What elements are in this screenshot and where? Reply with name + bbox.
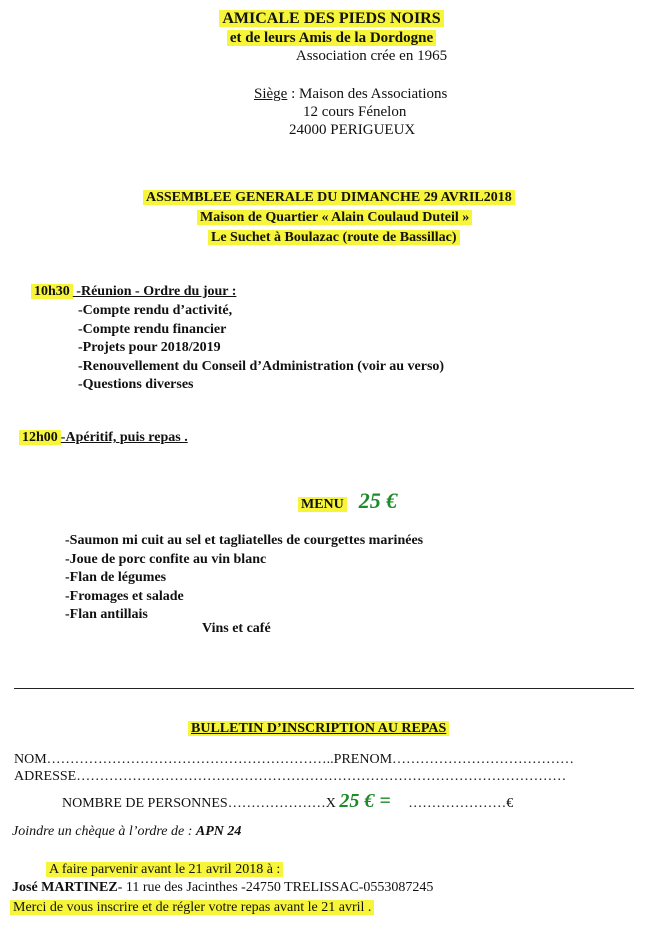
agenda-item: -Compte rendu financier xyxy=(78,321,227,337)
association-founded: Association crée en 1965 xyxy=(295,48,448,64)
assembly-place: Maison de Quartier « Alain Coulaud Duteil » xyxy=(197,210,472,226)
agenda-heading: 10h30 -Réunion - Ordre du jour : xyxy=(31,284,236,300)
address-city: 24000 PERIGUEUX xyxy=(289,122,416,138)
name-field[interactable]: NOM……………………………………………………..PRENOM………………………………… xyxy=(14,752,575,767)
menu-item: -Flan de légumes xyxy=(65,570,167,585)
agenda-item: -Projets pour 2018/2019 xyxy=(78,340,221,355)
agenda-item: -Renouvellement du Conseil d’Administration (voir au verso) xyxy=(78,358,445,374)
menu-item: -Fromages et salade xyxy=(65,588,184,604)
persons-price: 25 € = xyxy=(339,790,391,812)
assembly-location: Le Suchet à Boulazac (route de Bassillac) xyxy=(208,230,460,246)
menu-label: MENU xyxy=(298,497,347,512)
association-subtitle: et de leurs Amis de la Dordogne xyxy=(0,30,663,47)
cheque-line: Joindre un chèque à l’ordre de : APN 24 xyxy=(12,824,242,839)
agenda-time: 10h30 xyxy=(31,284,73,299)
send-before: A faire parvenir avant le 21 avril 2018 à : xyxy=(46,862,283,878)
siege-label: Siège xyxy=(254,86,288,102)
association-name: AMICALE DES PIEDS NOIRS xyxy=(0,10,663,28)
persons-label: NOMBRE DE PERSONNES…………………X xyxy=(62,796,336,811)
menu-item: -Saumon mi cuit au sel et tagliatelles de courgettes marinées xyxy=(65,533,424,548)
persons-total: …………………€ xyxy=(408,796,514,811)
menu-price: 25 € xyxy=(358,488,398,513)
separator-line xyxy=(14,688,634,689)
menu-list xyxy=(65,532,423,625)
menu-item: -Flan antillais xyxy=(65,607,148,622)
contact-details: - 11 rue des Jacinthes -24750 TRELISSAC-0553087245 xyxy=(117,880,434,895)
menu-heading xyxy=(298,488,397,514)
agenda-list xyxy=(78,302,444,395)
agenda-item: -Questions diverses xyxy=(78,377,194,392)
assembly-title: ASSEMBLEE GENERALE DU DIMANCHE 29 AVRIL2018 xyxy=(143,190,515,206)
footer-note: Merci de vous inscrire et de régler votre repas avant le 21 avril . xyxy=(10,900,374,916)
agenda-item: -Compte rendu d’activité, xyxy=(78,303,233,318)
address-field[interactable]: ADRESSE…………………………………………………………………………………………… xyxy=(14,769,567,784)
contact-line xyxy=(12,880,433,896)
address-street: 12 cours Fénelon xyxy=(303,104,407,120)
contact-name: José MARTINEZ xyxy=(12,880,118,895)
cheque-payee: APN 24 xyxy=(195,824,242,839)
siege-line: Siège : Maison des Associations xyxy=(254,86,448,102)
menu-drinks: Vins et café xyxy=(202,621,271,636)
siege-value: Maison des Associations xyxy=(299,86,448,102)
persons-field[interactable] xyxy=(62,790,513,813)
aperitif-line xyxy=(19,430,188,446)
menu-item: -Joue de porc confite au vin blanc xyxy=(65,551,267,567)
aperitif-text: -Apéritif, puis repas . xyxy=(60,430,188,445)
aperitif-time: 12h00 xyxy=(19,430,61,445)
form-title: BULLETIN D’INSCRIPTION AU REPAS xyxy=(188,721,449,737)
